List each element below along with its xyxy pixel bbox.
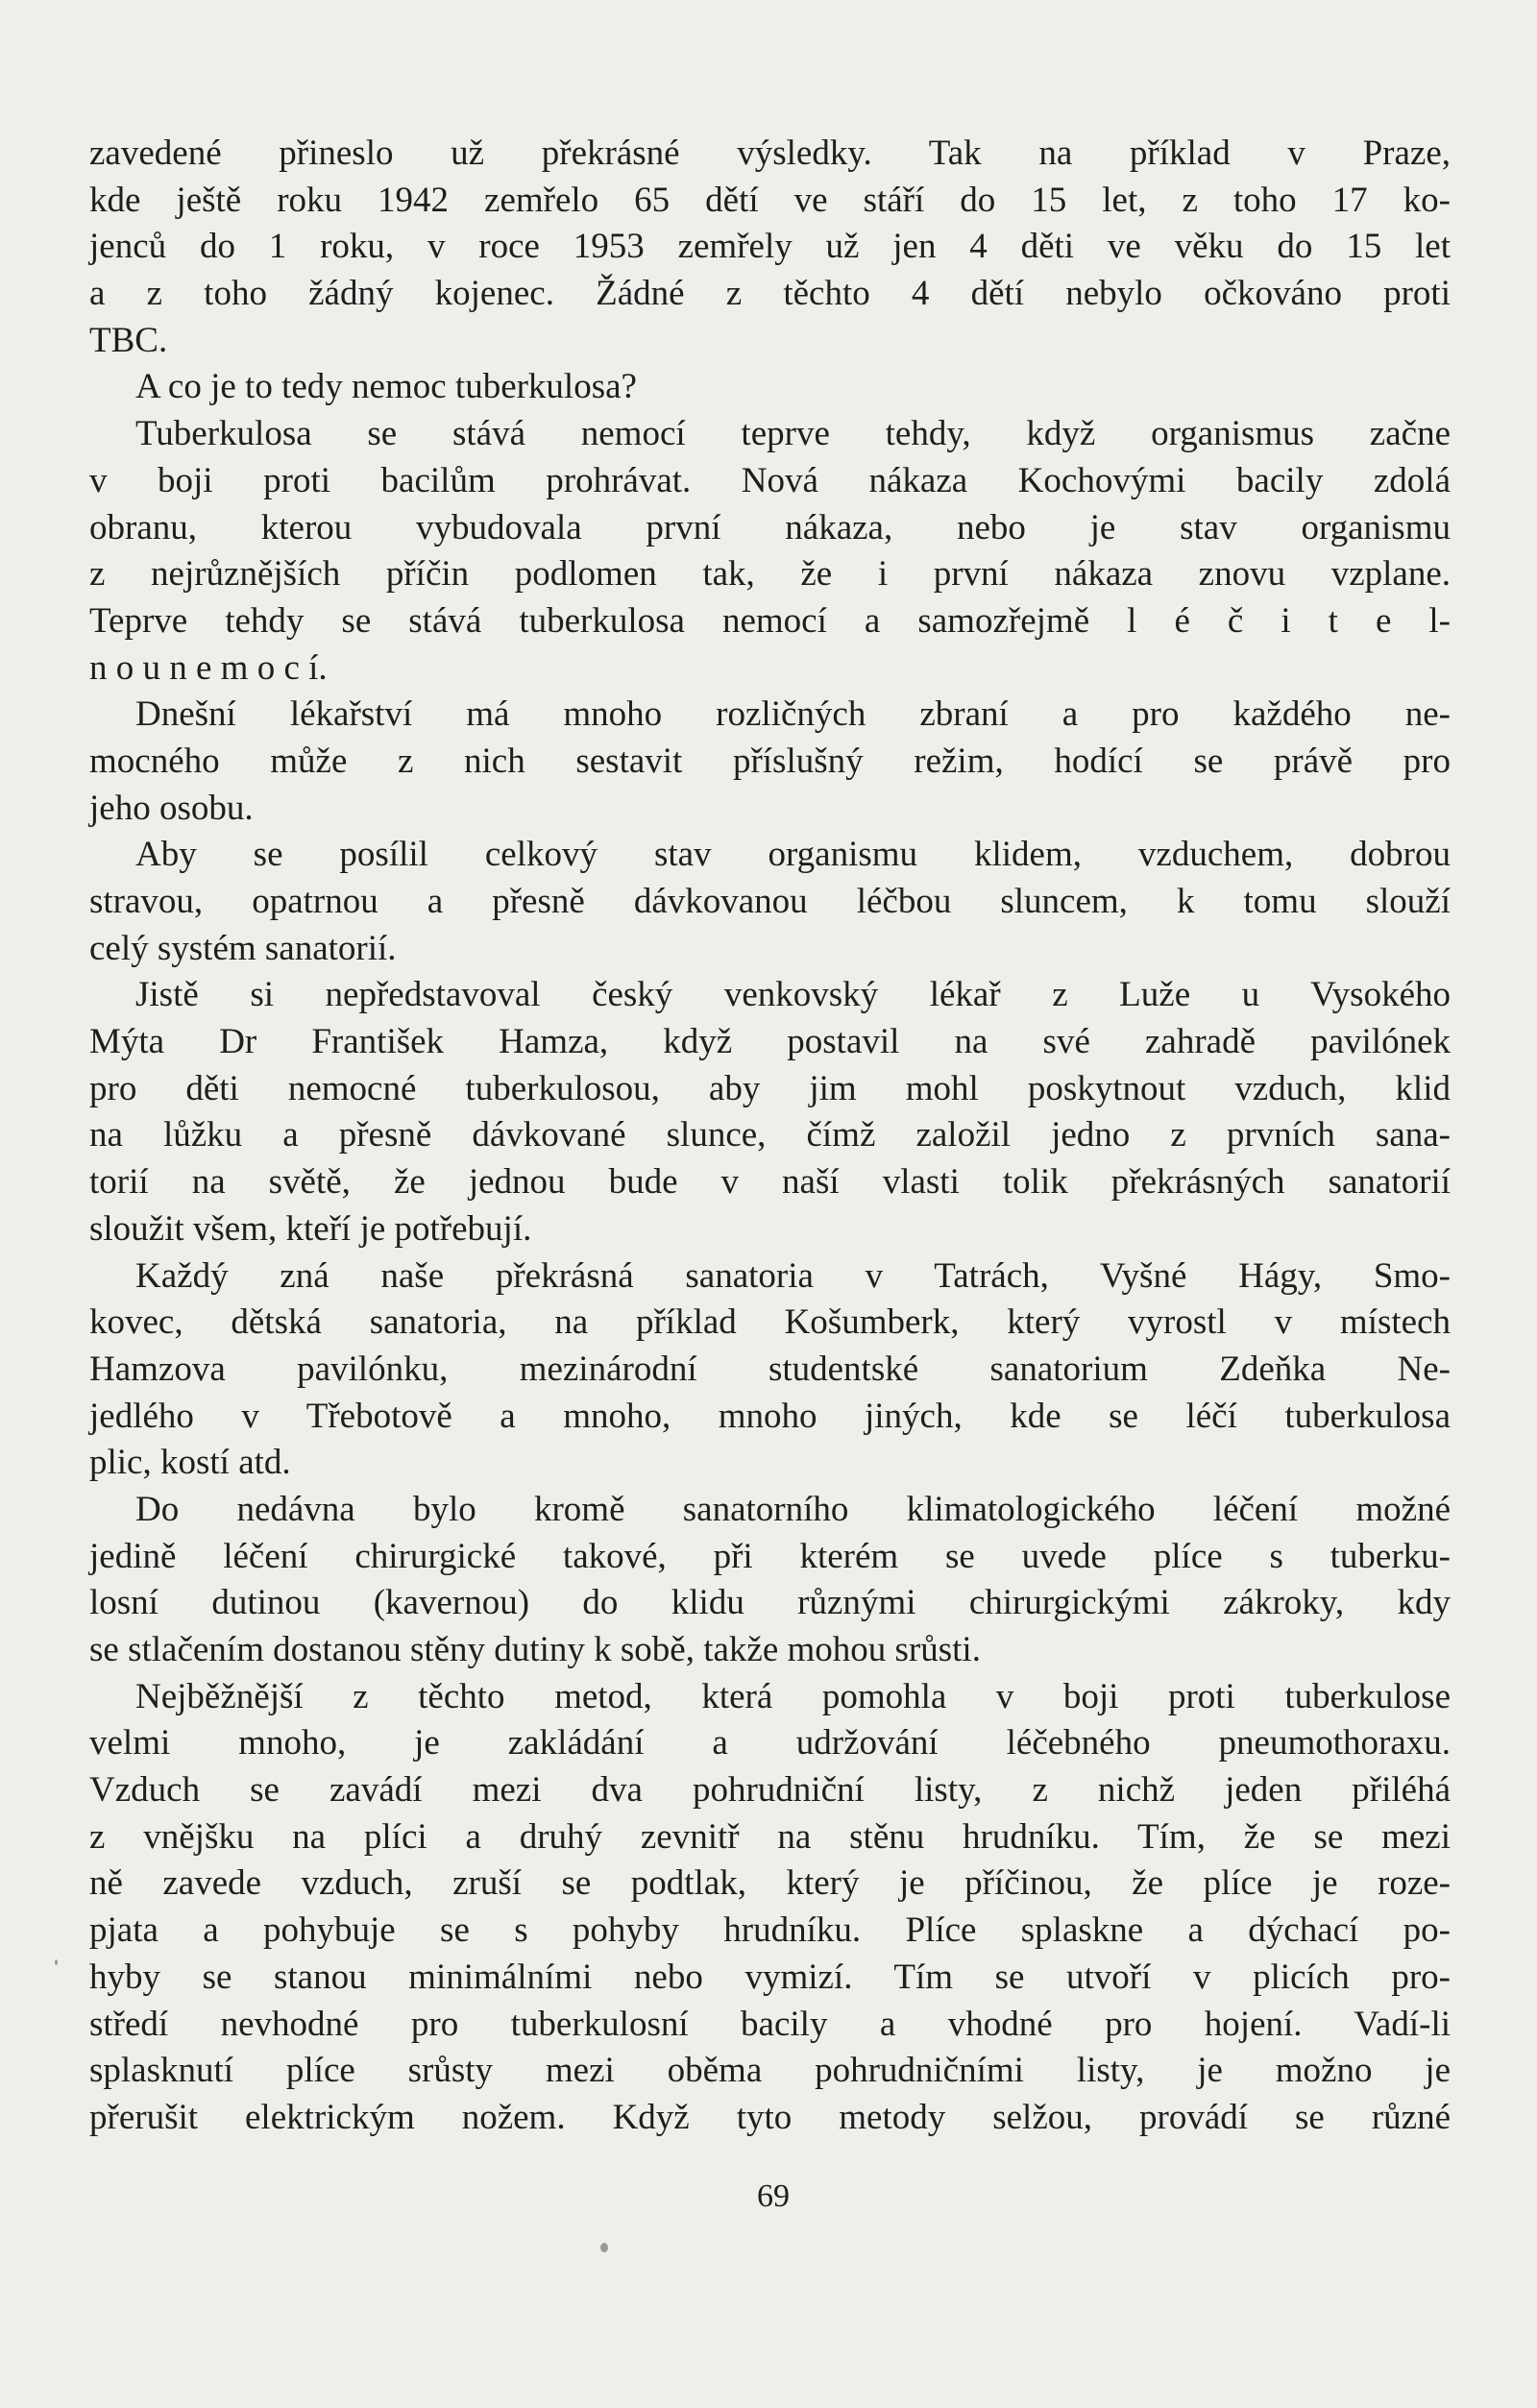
text-line: z nejrůznějších příčin podlomen tak, že i první nákaza znovu vzplane. — [89, 554, 1451, 595]
text-line: sloužit všem, kteří je potřebují. — [89, 1208, 532, 1249]
text-line: na lůžku a přesně dávkované slunce, čímž založil jedno z prvních sana- — [89, 1115, 1451, 1155]
text-line: celý systém sanatorií. — [89, 928, 397, 968]
text-line: pro děti nemocné tuberkulosou, aby jim mohl poskytnout vzduch, klid — [89, 1068, 1451, 1108]
text-line: Hamzova pavilónku, mezinárodní studentské sanatorium Zdeňka Ne- — [89, 1349, 1451, 1389]
text-line: plic, kostí atd. — [89, 1443, 291, 1483]
text-line: se stlačením dostanou stěny dutiny k sobě, takže mohou srůsti. — [89, 1630, 981, 1669]
text-line: zavedené přineslo už překrásné výsledky. Tak na příklad v Praze, — [89, 134, 1451, 173]
text-line: torií na světě, že jednou bude v naší vlasti tolik překrásných sanatorií — [89, 1162, 1451, 1203]
text-line: velmi mnoho, je zakládání a udržování léčebného pneumothoraxu. — [89, 1723, 1451, 1763]
text-line: kovec, dětská sanatoria, na příklad Košumberk, který vyrostl v místech — [89, 1302, 1451, 1343]
page-number: 69 — [757, 2178, 790, 2214]
text-line: přerušit elektrickým nožem. Když tyto metody selžou, provádí se různé — [89, 2097, 1451, 2137]
text-line: TBC. — [89, 320, 168, 360]
text-line: Tuberkulosa se stává nemocí teprve tehdy, když organismus začne — [135, 414, 1451, 454]
text-line: stravou, opatrnou a přesně dávkovanou léčbou sluncem, k tomu slouží — [89, 882, 1451, 921]
text-line: jedině léčení chirurgické takové, při kterém se uvede plíce s tuberku- — [89, 1536, 1451, 1576]
text-line: splasknutí plíce srůsty mezi oběma pohrudničními listy, je možno je — [89, 2051, 1451, 2091]
text-line: Vzduch se zavádí mezi dva pohrudniční listy, z nichž jeden přiléhá — [89, 1770, 1451, 1811]
text-line: Aby se posílil celkový stav organismu klidem, vzduchem, dobrou — [135, 835, 1451, 875]
text-line: mocného může z nich sestavit příslušný režim, hodící se právě pro — [89, 741, 1451, 781]
text-line: Do nedávna bylo kromě sanatorního klimatologického léčení možné — [135, 1489, 1451, 1529]
text-line: Jistě si nepředstavoval český venkovský lékař z Luže u Vysokého — [135, 975, 1451, 1015]
text-line: a z toho žádný kojenec. Žádné z těchto 4 dětí nebylo očkováno proti — [89, 274, 1451, 314]
text-line: jenců do 1 roku, v roce 1953 zemřely už jen 4 děti ve věku do 15 let — [89, 227, 1451, 267]
text-line: Nejběžnější z těchto metod, která pomohla v boji proti tuberkulose — [135, 1676, 1451, 1716]
text-line: ně zavede vzduch, zruší se podtlak, který je příčinou, že plíce je roze- — [89, 1863, 1451, 1904]
text-line: losní dutinou (kavernou) do klidu různými chirurgickými zákroky, kdy — [89, 1583, 1451, 1623]
paper-speck — [55, 1959, 58, 1965]
text-line: obranu, kterou vybudovala první nákaza, nebo je stav organismu — [89, 507, 1451, 547]
text-line: Každý zná naše překrásná sanatoria v Tatrách, Vyšné Hágy, Smo- — [135, 1255, 1451, 1296]
text-line: Teprve tehdy se stává tuberkulosa nemocí a samozřejmě l é č i t e l- — [89, 600, 1451, 641]
text-line: kde ještě roku 1942 zemřelo 65 dětí ve stáří do 15 let, z toho 17 ko- — [89, 180, 1451, 220]
text-line: z vnějšku na plíci a druhý zevnitř na stěnu hrudníku. Tím, že se mezi — [89, 1816, 1451, 1857]
text-line: hyby se stanou minimálními nebo vymizí. Tím se utvoří v plicích pro- — [89, 1957, 1451, 1997]
book-page-text — [89, 131, 1451, 2142]
paper-speck — [600, 2243, 608, 2252]
text-line: středí nevhodné pro tuberkulosní bacily a vhodné pro hojení. Vadí-li — [89, 2004, 1451, 2044]
text-line: v boji proti bacilům prohrávat. Nová nákaza Kochovými bacily zdolá — [89, 460, 1451, 500]
text-line: n o u n e m o c í. — [89, 647, 328, 688]
text-line: jeho osobu. — [89, 788, 254, 828]
text-line: A co je to tedy nemoc tuberkulosa? — [135, 367, 637, 407]
text-line: Mýta Dr František Hamza, když postavil na své zahradě pavilónek — [89, 1022, 1451, 1062]
text-line: jedlého v Třebotově a mnoho, mnoho jiných, kde se léčí tuberkulosa — [89, 1396, 1451, 1436]
text-line: Dnešní lékařství má mnoho rozličných zbraní a pro každého ne- — [135, 694, 1451, 735]
text-line: pjata a pohybuje se s pohyby hrudníku. Plíce splaskne a dýchací po- — [89, 1910, 1451, 1951]
